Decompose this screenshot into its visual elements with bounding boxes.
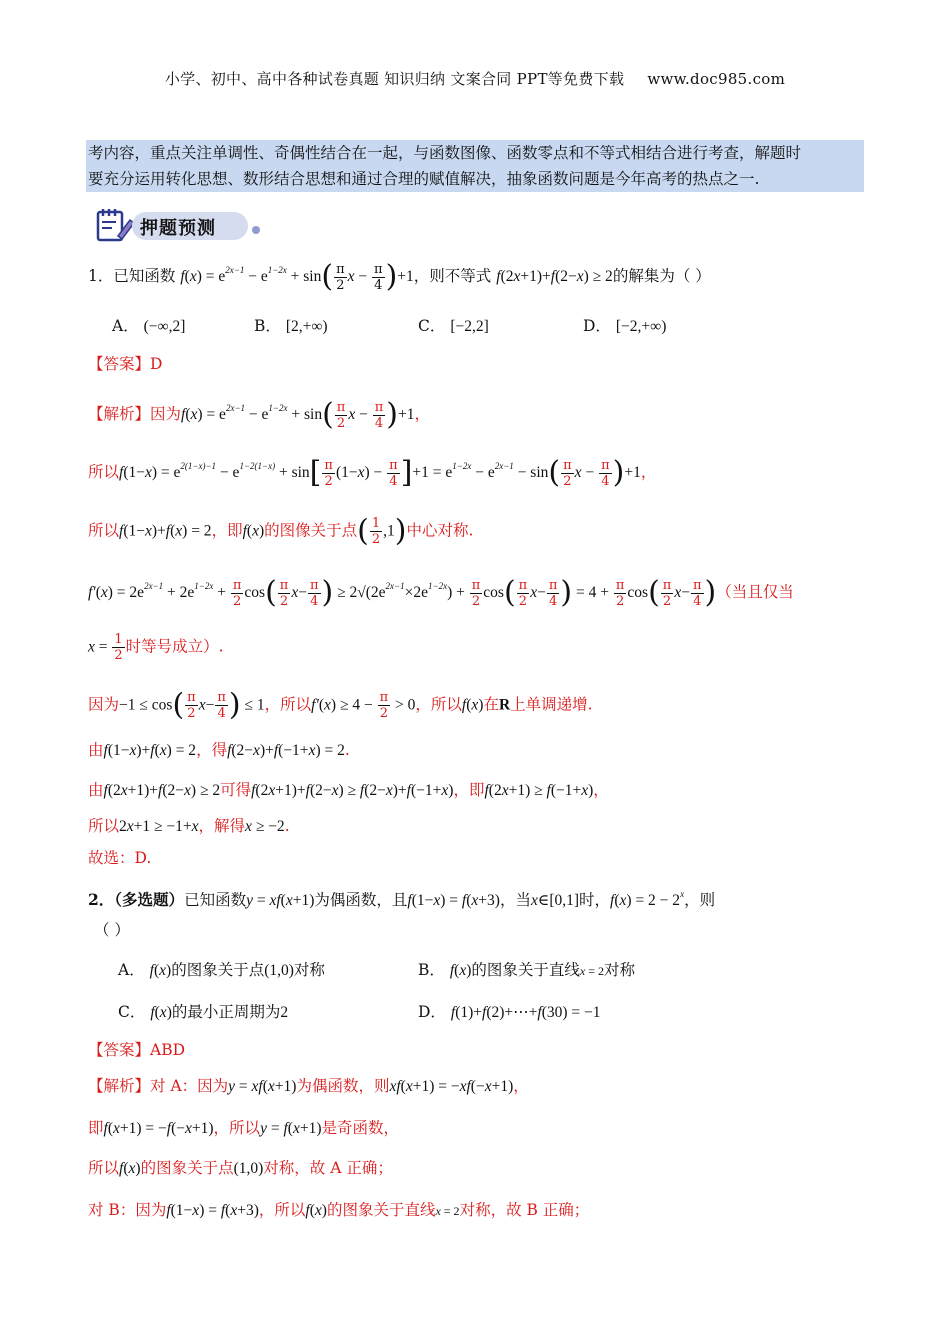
q1-analysis-3: 所以f(1−x)+f(x) = 2，即f(x)的图像关于点( $\frac{1}{2}$ ,1)中心对称.	[88, 513, 474, 549]
q1-analysis-5: x = $\frac{1}{2}$ 时等号成立）.	[88, 632, 224, 663]
header-text: 小学、初中、高中各种试卷真题 知识归纳 文案合同 PPT等免费下载	[164, 70, 625, 88]
q1-option-c[interactable]: C． [−2,2]	[418, 317, 489, 335]
intro-highlight	[86, 140, 864, 192]
q1-analysis-8: 由f(2x+1)+f(2−x) ≥ 2可得f(2x+1)+f(2−x) ≥ f(2−x)+f(−1+x)，即f(2x+1) ≥ f(−1+x)，	[88, 781, 609, 799]
q1-option-b[interactable]: B． [2,+∞)	[254, 317, 328, 335]
q2-answer: 【答案】ABD	[88, 1041, 186, 1059]
q2-stem-paren: （ ）	[94, 921, 130, 939]
q1-analysis-9: 所以2x+1 ≥ −1+x，解得x ≥ −2.	[88, 817, 290, 835]
q1-analysis-1: 【解析】因为$f(x) = e^{2x-1} - e^{1-2x} + \sin$( $\frac{\pi}{2}$ x − $\frac{\pi}{4}$ )+1，	[88, 397, 431, 432]
q2-stem: 2．（多选题）已知函数y = xf(x+1)为偶函数，且f(1−x) = f(x+3)，当x∈[0,1]时，$f(x) = 2 - 2^x$，则	[88, 889, 716, 909]
banner-title: 押题预测	[140, 218, 216, 239]
intro-line-2: 要充分运用转化思想、数形结合思想和通过合理的赋值解决，抽象函数问题是今年高考的热点之一.	[88, 170, 760, 188]
section-banner	[96, 206, 266, 246]
q1-answer: 【答案】D	[88, 355, 163, 373]
q1-option-a[interactable]: A． (−∞,2]	[112, 317, 186, 335]
notebook-pencil-icon	[96, 206, 136, 244]
q2-option-c[interactable]: C． f(x)的最小正周期为2	[118, 1003, 289, 1021]
q2-option-b[interactable]: B． f(x)的图象关于直线x = 2对称	[418, 961, 636, 979]
q2-analysis-1: 【解析】对 A：因为y = xf(x+1)为偶函数，则xf(x+1) = −xf(−x+1)，	[88, 1077, 529, 1095]
header-url[interactable]: www.doc985.com	[647, 70, 786, 88]
q1-conclusion: 故选：D.	[88, 849, 152, 867]
intro-line-1: 考内容，重点关注单调性、奇偶性结合在一起，与函数图像、函数零点和不等式相结合进行考查，解题时	[88, 144, 802, 162]
q2-option-a[interactable]: A． f(x)的图象关于点(1,0)对称	[118, 961, 325, 979]
q2-analysis-4: 对 B：因为f(1−x) = f(x+3)，所以f(x)的图象关于直线x = 2对称，故 B 正确；	[88, 1201, 590, 1219]
q1-analysis-4: $f'(x) = 2e^{2x-1} + 2e^{1-2x}$ + $\frac{\pi}{2}$ cos( $\frac{\pi}{2}$ x− $\frac{\pi}{4}$ ) ≥ $2√(2e^{2x-1}\times 2e^{1-2x})$ + $\frac{\pi}{2}$ cos( $\frac{\pi}{2}$ x− $\frac{\pi}{4}$ ) = 4 + $\frac{\pi}{2}$ cos( $\frac{\pi}{2}$ x− $\frac{\pi}{4}$ )（当且仅当	[88, 575, 794, 610]
q1-option-d[interactable]: D． [−2,+∞)	[583, 317, 667, 335]
q2-analysis-2: 即f(x+1) = −f(−x+1)，所以y = f(x+1)是奇函数，	[88, 1119, 399, 1137]
page-header	[0, 68, 950, 89]
q2-option-d[interactable]: D． f(1)+f(2)+⋯+f(30) = −1	[418, 1003, 601, 1021]
q1-analysis-7: 由f(1−x)+f(x) = 2，得f(2−x)+f(−1+x) = 2.	[88, 741, 350, 759]
q1-analysis-6: 因为−1 ≤ cos( $\frac{\pi}{2}$ x− $\frac{\pi}{4}$ ) ≤ 1，所以f′(x) ≥ 4 − $\frac{\pi}{2}$ > 0，所以f(x)在R上单调递增.	[88, 687, 593, 723]
q1-analysis-2: 所以$f(1-x) = e^{2(1-x)-1} - e^{1-2(1-x)} + \sin$[ $\frac{\pi}{2}$ (1−x) − $\frac{\pi}{4}$ ]$+1 = e^{1-2x} - e^{2x-1} - \sin$( $\frac{\pi}{2}$ x − $\frac{\pi}{4}$ )+1，	[88, 455, 657, 490]
q2-analysis-3: 所以f(x)的图象关于点(1,0)对称，故 A 正确；	[88, 1159, 393, 1177]
q1-stem: 1．已知函数 $f(x) = e^{2x-1} - e^{1-2x} + \sin$( $\frac{\pi}{2}$ x − $\frac{\pi}{4}$ )+1，则不等式 f(2x+1)+f(2−x) ≥ 2的解集为（ ）	[88, 259, 711, 294]
